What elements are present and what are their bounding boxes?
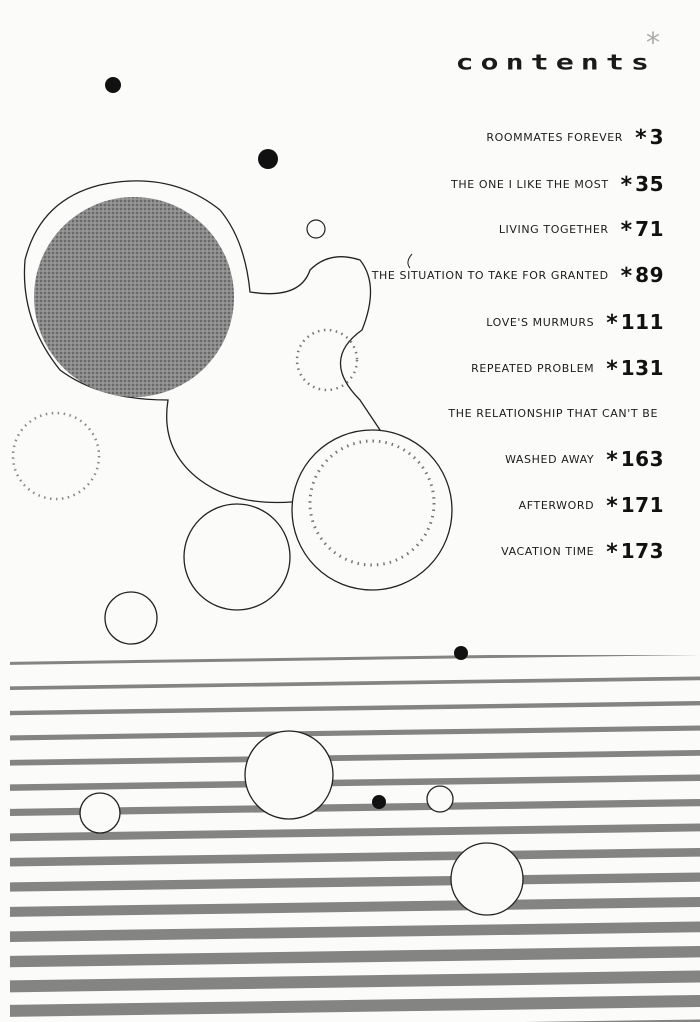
toc-entry (486, 122, 664, 152)
toc-entry (519, 490, 664, 520)
toc-entry-title: THE SITUATION TO TAKE FOR GRANTED (371, 268, 609, 282)
toc-entry (372, 260, 664, 290)
page-title: contents (455, 50, 656, 76)
toc-entry-page (621, 172, 664, 197)
toc-entry-page (606, 356, 664, 381)
toc-entry-title: REPEATED PROBLEM (471, 361, 595, 375)
asterisk-icon: * (606, 310, 618, 336)
toc-page-number: 131 (620, 356, 664, 380)
toc-entry-title: VACATION TIME (501, 544, 595, 558)
bubble-cluster (13, 77, 452, 644)
stripe (0, 677, 700, 691)
toc-entry-title: THE RELATIONSHIP THAT CAN'T BE (448, 406, 658, 420)
stripe (0, 652, 700, 665)
stripe (0, 897, 700, 917)
toc-entry-title: ROOMMATES FOREVER (486, 130, 624, 144)
toc-entry (501, 536, 664, 566)
asterisk-icon: * (620, 217, 633, 243)
stripe (0, 946, 700, 967)
toc-page-number: 173 (620, 539, 664, 563)
toc-entry-title: WASHED AWAY (505, 452, 595, 466)
asterisk-icon: * (620, 172, 633, 198)
stripe (0, 726, 700, 741)
toc-entry-page (606, 539, 664, 564)
toc-page-number: 71 (635, 217, 664, 241)
toc-page-number: 3 (649, 125, 664, 149)
toc-entry (451, 169, 664, 199)
stripe (0, 848, 700, 867)
toc-entry-page (621, 217, 664, 242)
asterisk-icon: * (606, 539, 618, 565)
toc-page-number: 163 (620, 447, 664, 471)
stripe (0, 995, 700, 1017)
stripe (0, 922, 700, 943)
toc-entry-title: AFTERWORD (518, 498, 595, 512)
toc-page-number: 111 (620, 310, 664, 334)
asterisk-icon: * (606, 356, 618, 382)
toc-entry (448, 398, 658, 428)
toc-page-number: 89 (635, 263, 664, 287)
stripe (0, 873, 700, 892)
stripe (0, 971, 700, 993)
toc-entry-page (635, 125, 664, 150)
toc-entry-page (606, 447, 664, 472)
stripe (0, 775, 700, 792)
title-star-icon: * (646, 26, 660, 59)
striped-background (0, 652, 700, 1022)
asterisk-icon: * (620, 263, 633, 289)
toc-entry (499, 214, 664, 244)
toc-page-number: 171 (620, 493, 664, 517)
toc-entry-page (621, 263, 664, 288)
stripe (0, 750, 700, 766)
asterisk-icon: * (635, 125, 647, 151)
toc-page-number: 35 (635, 172, 664, 196)
toc-entry (505, 444, 664, 474)
asterisk-icon: * (606, 447, 618, 473)
toc-entry-title: LIVING TOGETHER (498, 222, 609, 236)
toc-entry (471, 353, 664, 383)
toc-entry-title: THE ONE I LIKE THE MOST (451, 177, 609, 191)
asterisk-icon: * (606, 493, 618, 519)
toc-entry-title: LOVE'S MURMURS (486, 315, 595, 329)
toc-entry-page (606, 493, 664, 518)
stripe (0, 701, 700, 715)
toc-entry-page (606, 310, 664, 335)
toc-entry (486, 307, 664, 337)
